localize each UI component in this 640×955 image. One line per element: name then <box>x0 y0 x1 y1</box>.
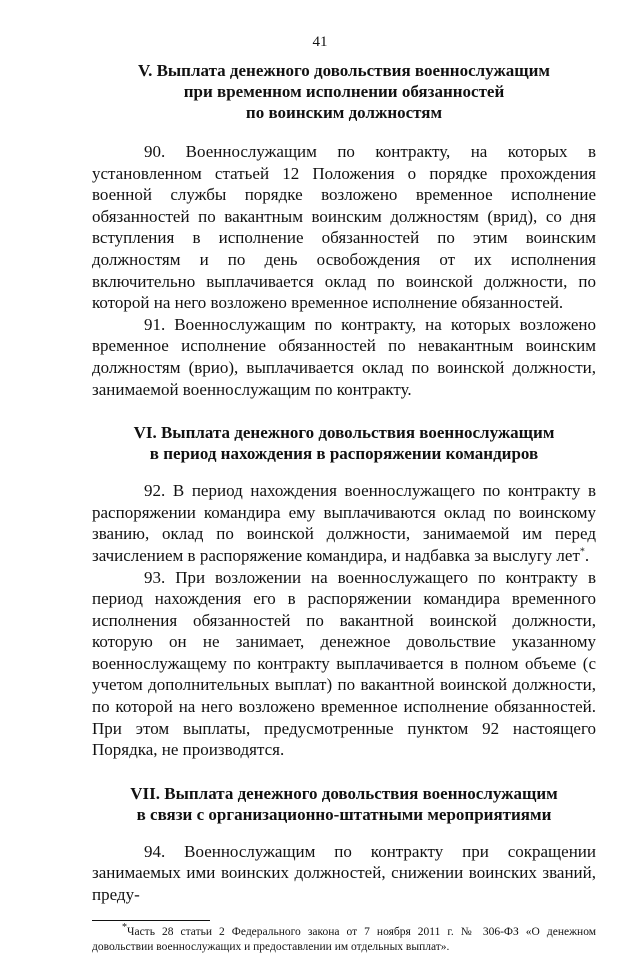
footnote <box>92 921 596 955</box>
paragraph-92 <box>92 480 596 566</box>
section-vii-heading <box>92 783 596 825</box>
section-vi-heading <box>92 422 596 464</box>
heading-line: в связи с организационно-штатными мероприятиями <box>136 804 552 824</box>
heading-line: в период нахождения в распоряжении командиров <box>149 444 539 464</box>
heading-line: по воинским должностям <box>245 103 443 122</box>
heading-line: при временном исполнении обязанностей <box>183 82 505 101</box>
section-v-heading <box>92 60 596 123</box>
footnote-mark: * <box>122 921 127 933</box>
page-number: 41 <box>312 34 328 50</box>
paragraph-93: 93. При возложении на военнослужащего по контракту в период нахождения его в распоряжении командира временного исполнения обязанностей по вакантной воинской должности, которую он не занимает, денежное довольствие указанному военнослужащему по контракту выплачивается в полном объеме (с учетом дополнительных выплат) по вакантной воинской должности, по которой на него возложено временное исполнение обязанностей. При этом выплаты, предусмотренные пунктом 92 настоящего Порядка, не производятся. <box>92 567 596 760</box>
footnote-reference: * <box>579 546 585 558</box>
paragraph-91: 91. Военнослужащим по контракту, на которых возложено временное исполнение обязанностей по невакантным воинским должностям (врио), выплачивается оклад по воинской должности, занимаемой военнослужащим по контракту. <box>92 314 596 399</box>
paragraph-90: 90. Военнослужащим по контракту, на которых в установленном статьей 12 Положения о порядке прохождения военной службы порядке возложено временное исполнение обязанностей по вакантным воинским должностям (врид), со дня вступления в исполнение обязанностей по этим воинским должностям и по день освобождения от их исполнения включительно выплачивается оклад по воинской должности, по которой на него возложено временное исполнение обязанностей. <box>92 142 596 313</box>
heading-line: VI. Выплата денежного довольствия военнослужащим <box>133 423 555 443</box>
paragraph-94: 94. Военнослужащим по контракту при сокращении занимаемых ими воинских должностей, снижении воинских званий, преду- <box>92 841 596 905</box>
heading-line: V. Выплата денежного довольствия военнослужащим <box>137 61 551 80</box>
paragraph-92-period: . <box>584 545 590 565</box>
paragraph-92-text: 92. В период нахождения военнослужащего по контракту в распоряжении командира ему выплачиваются оклад по воинскому званию, оклад по воинской должности, занимаемой им перед зачислением в распоряжение командира, и надбавка за выслугу лет <box>92 481 596 565</box>
footnote-text: Часть 28 статьи 2 Федерального закона от 7 ноября 2011 г. № 306-ФЗ «О денежном довольствии военнослужащих и предоставлении им отдельных выплат». <box>92 925 596 953</box>
heading-line: VII. Выплата денежного довольствия военнослужащим <box>130 783 558 803</box>
